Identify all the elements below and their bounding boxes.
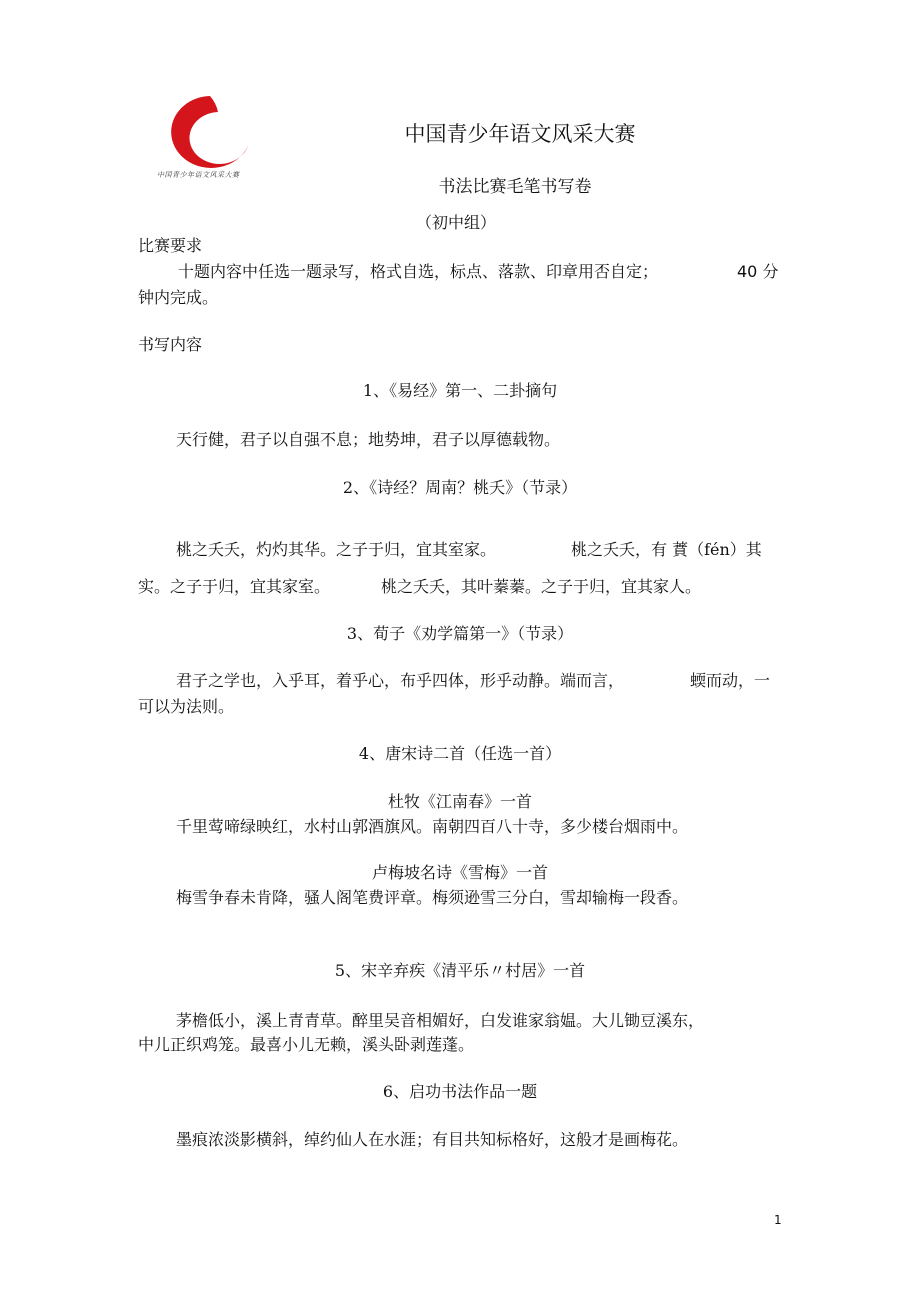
- poem-2-title: 卢梅坡名诗《雪梅》一首: [371, 863, 548, 882]
- page-number: 1: [774, 1213, 782, 1227]
- section-5-text-line2: 中儿正织鸡笼。最喜小儿无赖，溪头卧剥莲蓬。: [138, 1035, 475, 1054]
- requirements-heading: 比赛要求: [138, 236, 203, 255]
- section-2-text-line2: 实。之子于归，宜其家室。: [138, 577, 331, 596]
- section-5-title: 5、宋辛弃疾《清平乐〃村居》一首: [334, 961, 586, 980]
- section-3-text-line2: 可以为法则。: [138, 697, 235, 716]
- section-5-text: 茅檐低小，溪上青青草。醉里吴音相媚好，白发谁家翁媪。大儿锄豆溪东，: [176, 1011, 705, 1030]
- content-heading: 书写内容: [138, 335, 203, 354]
- section-3-text: 君子之学也，入乎耳，着乎心，布乎四体，形乎动静。端而言，: [176, 671, 625, 690]
- requirements-text: 十题内容中任选一题录写，格式自选，标点、落款、印章用否自定；: [178, 262, 659, 281]
- page-title: 中国青少年语文风采大赛: [404, 122, 636, 146]
- section-1-title: 1、《易经》第一、二卦摘句: [362, 381, 558, 400]
- section-2-title: 2、《诗经？周南？桃夭》（节录）: [342, 478, 578, 497]
- section-6-title: 6、启功书法作品一题: [382, 1082, 538, 1101]
- poem-1-text: 千里莺啼绿映红，水村山郭酒旗风。南朝四百八十寺，多少楼台烟雨中。: [176, 817, 689, 836]
- section-4-title: 4、唐宋诗二首（任选一首）: [358, 744, 562, 763]
- section-1-text: 天行健，君子以自强不息；地势坤，君子以厚德载物。: [176, 430, 561, 449]
- requirements-text-cont: 钟内完成。: [138, 288, 219, 307]
- poem-1-title: 杜牧《江南春》一首: [387, 792, 532, 811]
- section-2-text-line2-b: 桃之夭夭，其叶蓁蓁。之子于归，宜其家人。: [381, 577, 702, 596]
- section-2-text: 桃之夭夭，灼灼其华。之子于归，宜其室家。: [176, 540, 497, 559]
- poem-2-text: 梅雪争春未肯降，骚人阁笔费评章。梅须逊雪三分白，雪却输梅一段香。: [176, 888, 689, 907]
- group-label: （初中组）: [415, 213, 496, 232]
- section-3-text-b: 蝡而动，一: [690, 671, 771, 690]
- section-2-text-b: 桃之夭夭，有 蕡（fén）其: [571, 540, 762, 559]
- requirements-minutes: 40 分: [737, 262, 779, 281]
- section-3-title: 3、荀子《劝学篇第一》（节录）: [346, 624, 574, 643]
- section-6-text: 墨痕浓淡影横斜，绰约仙人在水涯；有目共知标格好，这般才是画梅花。: [176, 1130, 689, 1149]
- page-subtitle: 书法比赛毛笔书写卷: [438, 177, 592, 197]
- logo-caption: 中国青少年语文风采大赛: [157, 171, 240, 179]
